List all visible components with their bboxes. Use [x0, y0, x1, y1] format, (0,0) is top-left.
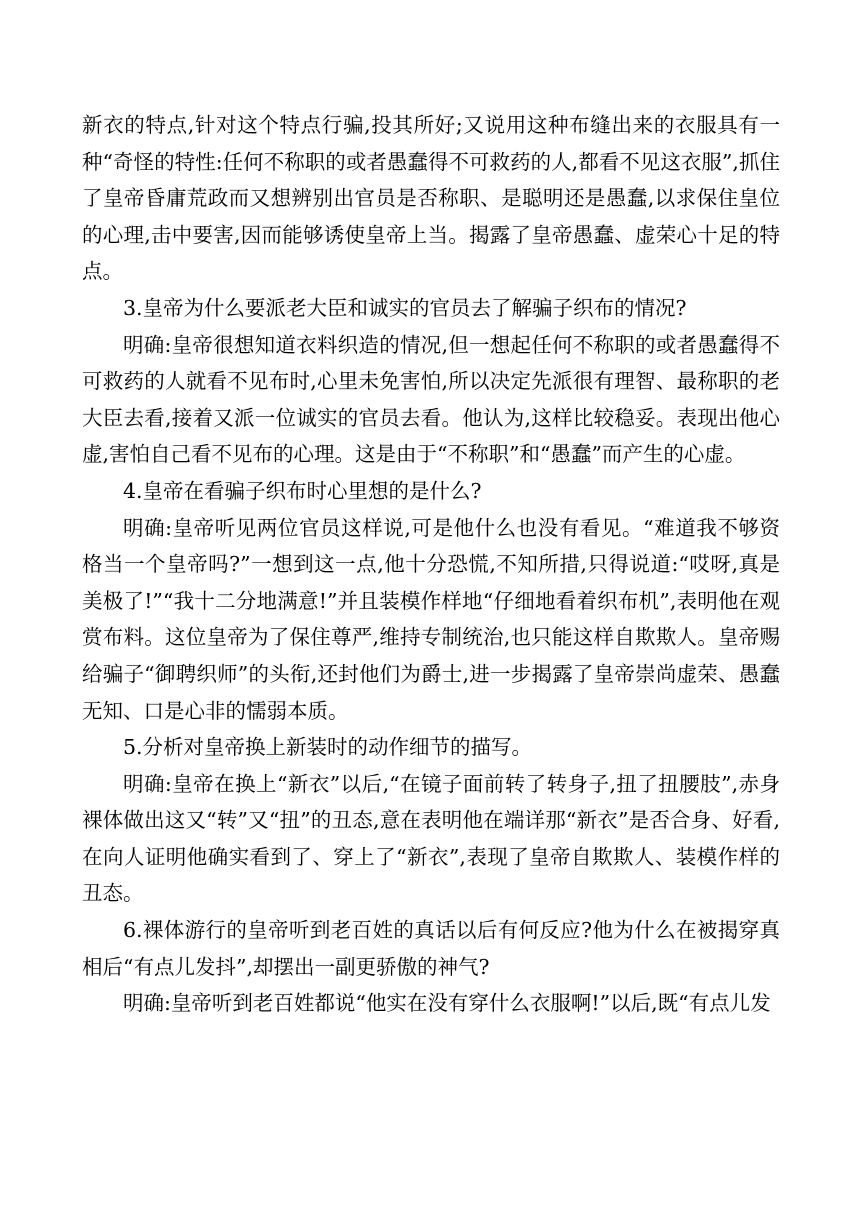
question-5: 5.分析对皇帝换上新装时的动作细节的描写。 — [123, 735, 533, 760]
answer-6-start: 明确:皇帝听到老百姓都说“他实在没有穿什么衣服啊!”以后,既“有点儿发 — [123, 991, 771, 1016]
question-4: 4.皇帝在看骗子织布时心里想的是什么? — [123, 478, 482, 503]
answer-5: 明确:皇帝在换上“新衣”以后,“在镜子面前转了转身子,扭了扭腰肢”,赤身裸体做出这又“转”又“扭”的丑态,意在表明他在端详那“新衣”是否合身、好看,在向人证明他确实看到了、穿上了“新衣”,表现了皇帝自欺欺人、装模作样的丑态。 — [82, 771, 780, 906]
question-6: 6.裸体游行的皇帝听到老百姓的真话以后有何反应?他为什么在被揭穿真相后“有点儿发抖”,却摆出一副更骄傲的神气? — [82, 918, 780, 979]
paragraph-1-continuation: 新衣的特点,针对这个特点行骗,投其所好;又说用这种布缝出来的衣服具有一种“奇怪的特性:任何不称职的或者愚蠢得不可救药的人,都看不见这衣服”,抓住了皇帝昏庸荒政而又想辨别出官员是否称职、是聪明还是愚蠢,以求保住皇位的心理,击中要害,因而能够诱使皇帝上当。揭露了皇帝愚蠢、虚荣心十足的特点。 — [82, 113, 780, 284]
question-3: 3.皇帝为什么要派老大臣和诚实的官员去了解骗子织布的情况? — [123, 295, 687, 320]
answer-3: 明确:皇帝很想知道衣料织造的情况,但一想起任何不称职的或者愚蠢得不可救药的人就看不见布时,心里未免害怕,所以决定先派很有理智、最称职的老大臣去看,接着又派一位诚实的官员去看。他认为,这样比较稳妥。表现出他心虚,害怕自己看不见布的心理。这是由于“不称职”和“愚蠢”而产生的心虚。 — [82, 332, 780, 467]
answer-4: 明确:皇帝听见两位官员这样说,可是他什么也没有看见。“难道我不够资格当一个皇帝吗?”一想到这一点,他十分恐慌,不知所措,只得说道:“哎呀,真是美极了!”“我十二分地满意!”并且装模作样地“仔细地看着织布机”,表明他在观赏布料。这位皇帝为了保住尊严,维持专制统治,也只能这样自欺欺人。皇帝赐给骗子“御聘织师”的头衔,还封他们为爵士,进一步揭露了皇帝崇尚虚荣、愚蠢无知、口是心非的懦弱本质。 — [82, 515, 780, 723]
